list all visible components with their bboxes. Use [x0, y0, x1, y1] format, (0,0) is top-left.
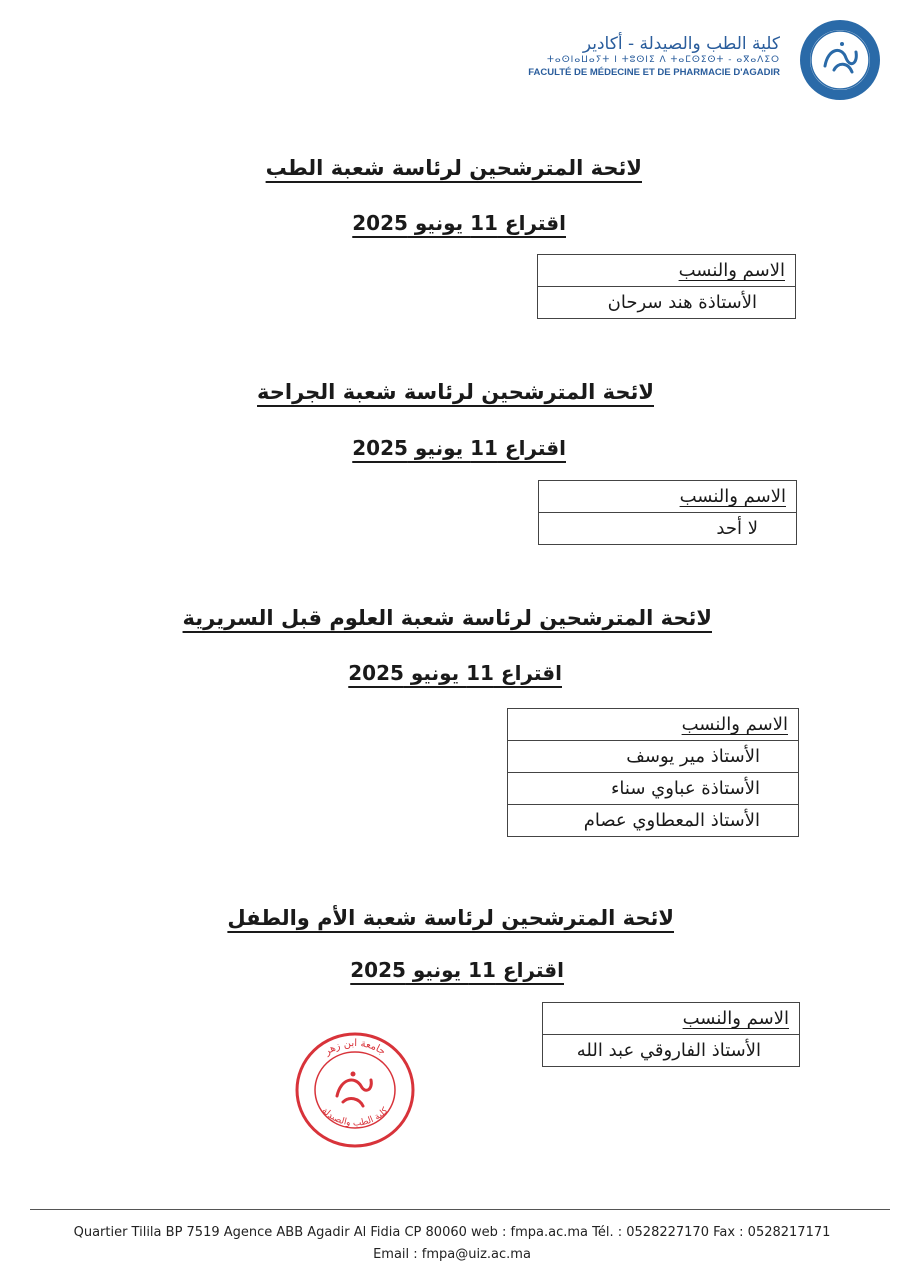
stamp-text-outer: جامعة ابن زهر: [322, 1037, 388, 1058]
table-row: الأستاذ مير يوسف: [508, 741, 799, 773]
section-date-mother-child: اقتراع 11 يونيو 2025: [350, 958, 564, 982]
footer-email: Email : fmpa@uiz.ac.ma: [373, 1247, 531, 1262]
table-row: الأستاذة عباوي سناء: [508, 773, 799, 805]
candidates-table-mother-child: [542, 1002, 800, 1067]
footer-divider: [30, 1209, 890, 1210]
university-logo-icon: [798, 18, 882, 102]
section-title-preclinical: لائحة المترشحين لرئاسة شعبة العلوم قبل السريرية: [182, 606, 712, 630]
candidates-table-surgery: [538, 480, 797, 545]
candidates-table-medicine: [537, 254, 796, 319]
section-title-mother-child: لائحة المترشحين لرئاسة شعبة الأم والطفل: [227, 906, 674, 930]
faculty-name-arabic: كلية الطب والصيدلة - أكادير: [582, 34, 780, 54]
candidates-table-preclinical: [507, 708, 799, 837]
section-date-medicine: اقتراع 11 يونيو 2025: [352, 211, 566, 235]
section-title-medicine: لائحة المترشحين لرئاسة شعبة الطب: [265, 156, 642, 180]
section-date-surgery: اقتراع 11 يونيو 2025: [352, 436, 566, 460]
table-row: الأستاذ المعطاوي عصام: [508, 805, 799, 837]
table-header: الاسم والنسب: [543, 1003, 800, 1035]
official-stamp-icon: [293, 1030, 417, 1150]
table-row: لا أحد: [539, 513, 797, 545]
table-row: الأستاذ الفاروقي عبد الله: [543, 1035, 800, 1067]
stamp-text-inner: كلية الطب والصيدلة: [319, 1106, 391, 1129]
section-date-preclinical: اقتراع 11 يونيو 2025: [348, 661, 562, 685]
faculty-name-tifinagh: ⵜⴰⵙⵏⴰⵡⴰⵢⵜ ⵏ ⵜⵓⵙⵏⵉ ⴷ ⵜⴰⵎⵙⵉⵙⵜ - ⴰⴳⴰⴷⵉⵔ: [546, 55, 780, 65]
faculty-name-block: [500, 34, 780, 79]
faculty-name-french: FACULTÉ DE MÉDECINE ET DE PHARMACIE D'AGADIR: [528, 67, 780, 78]
table-header: الاسم والنسب: [538, 255, 796, 287]
footer-address: Quartier Tilila BP 7519 Agence ABB Agadir Al Fidia CP 80060 web : fmpa.ac.ma Tél. : 0528227170 Fax : 0528217171: [73, 1225, 831, 1240]
table-header: الاسم والنسب: [508, 709, 799, 741]
section-title-surgery: لائحة المترشحين لرئاسة شعبة الجراحة: [257, 380, 654, 404]
table-header: الاسم والنسب: [539, 481, 797, 513]
faculty-header: [520, 18, 890, 98]
table-row: الأستاذة هند سرحان: [538, 287, 796, 319]
